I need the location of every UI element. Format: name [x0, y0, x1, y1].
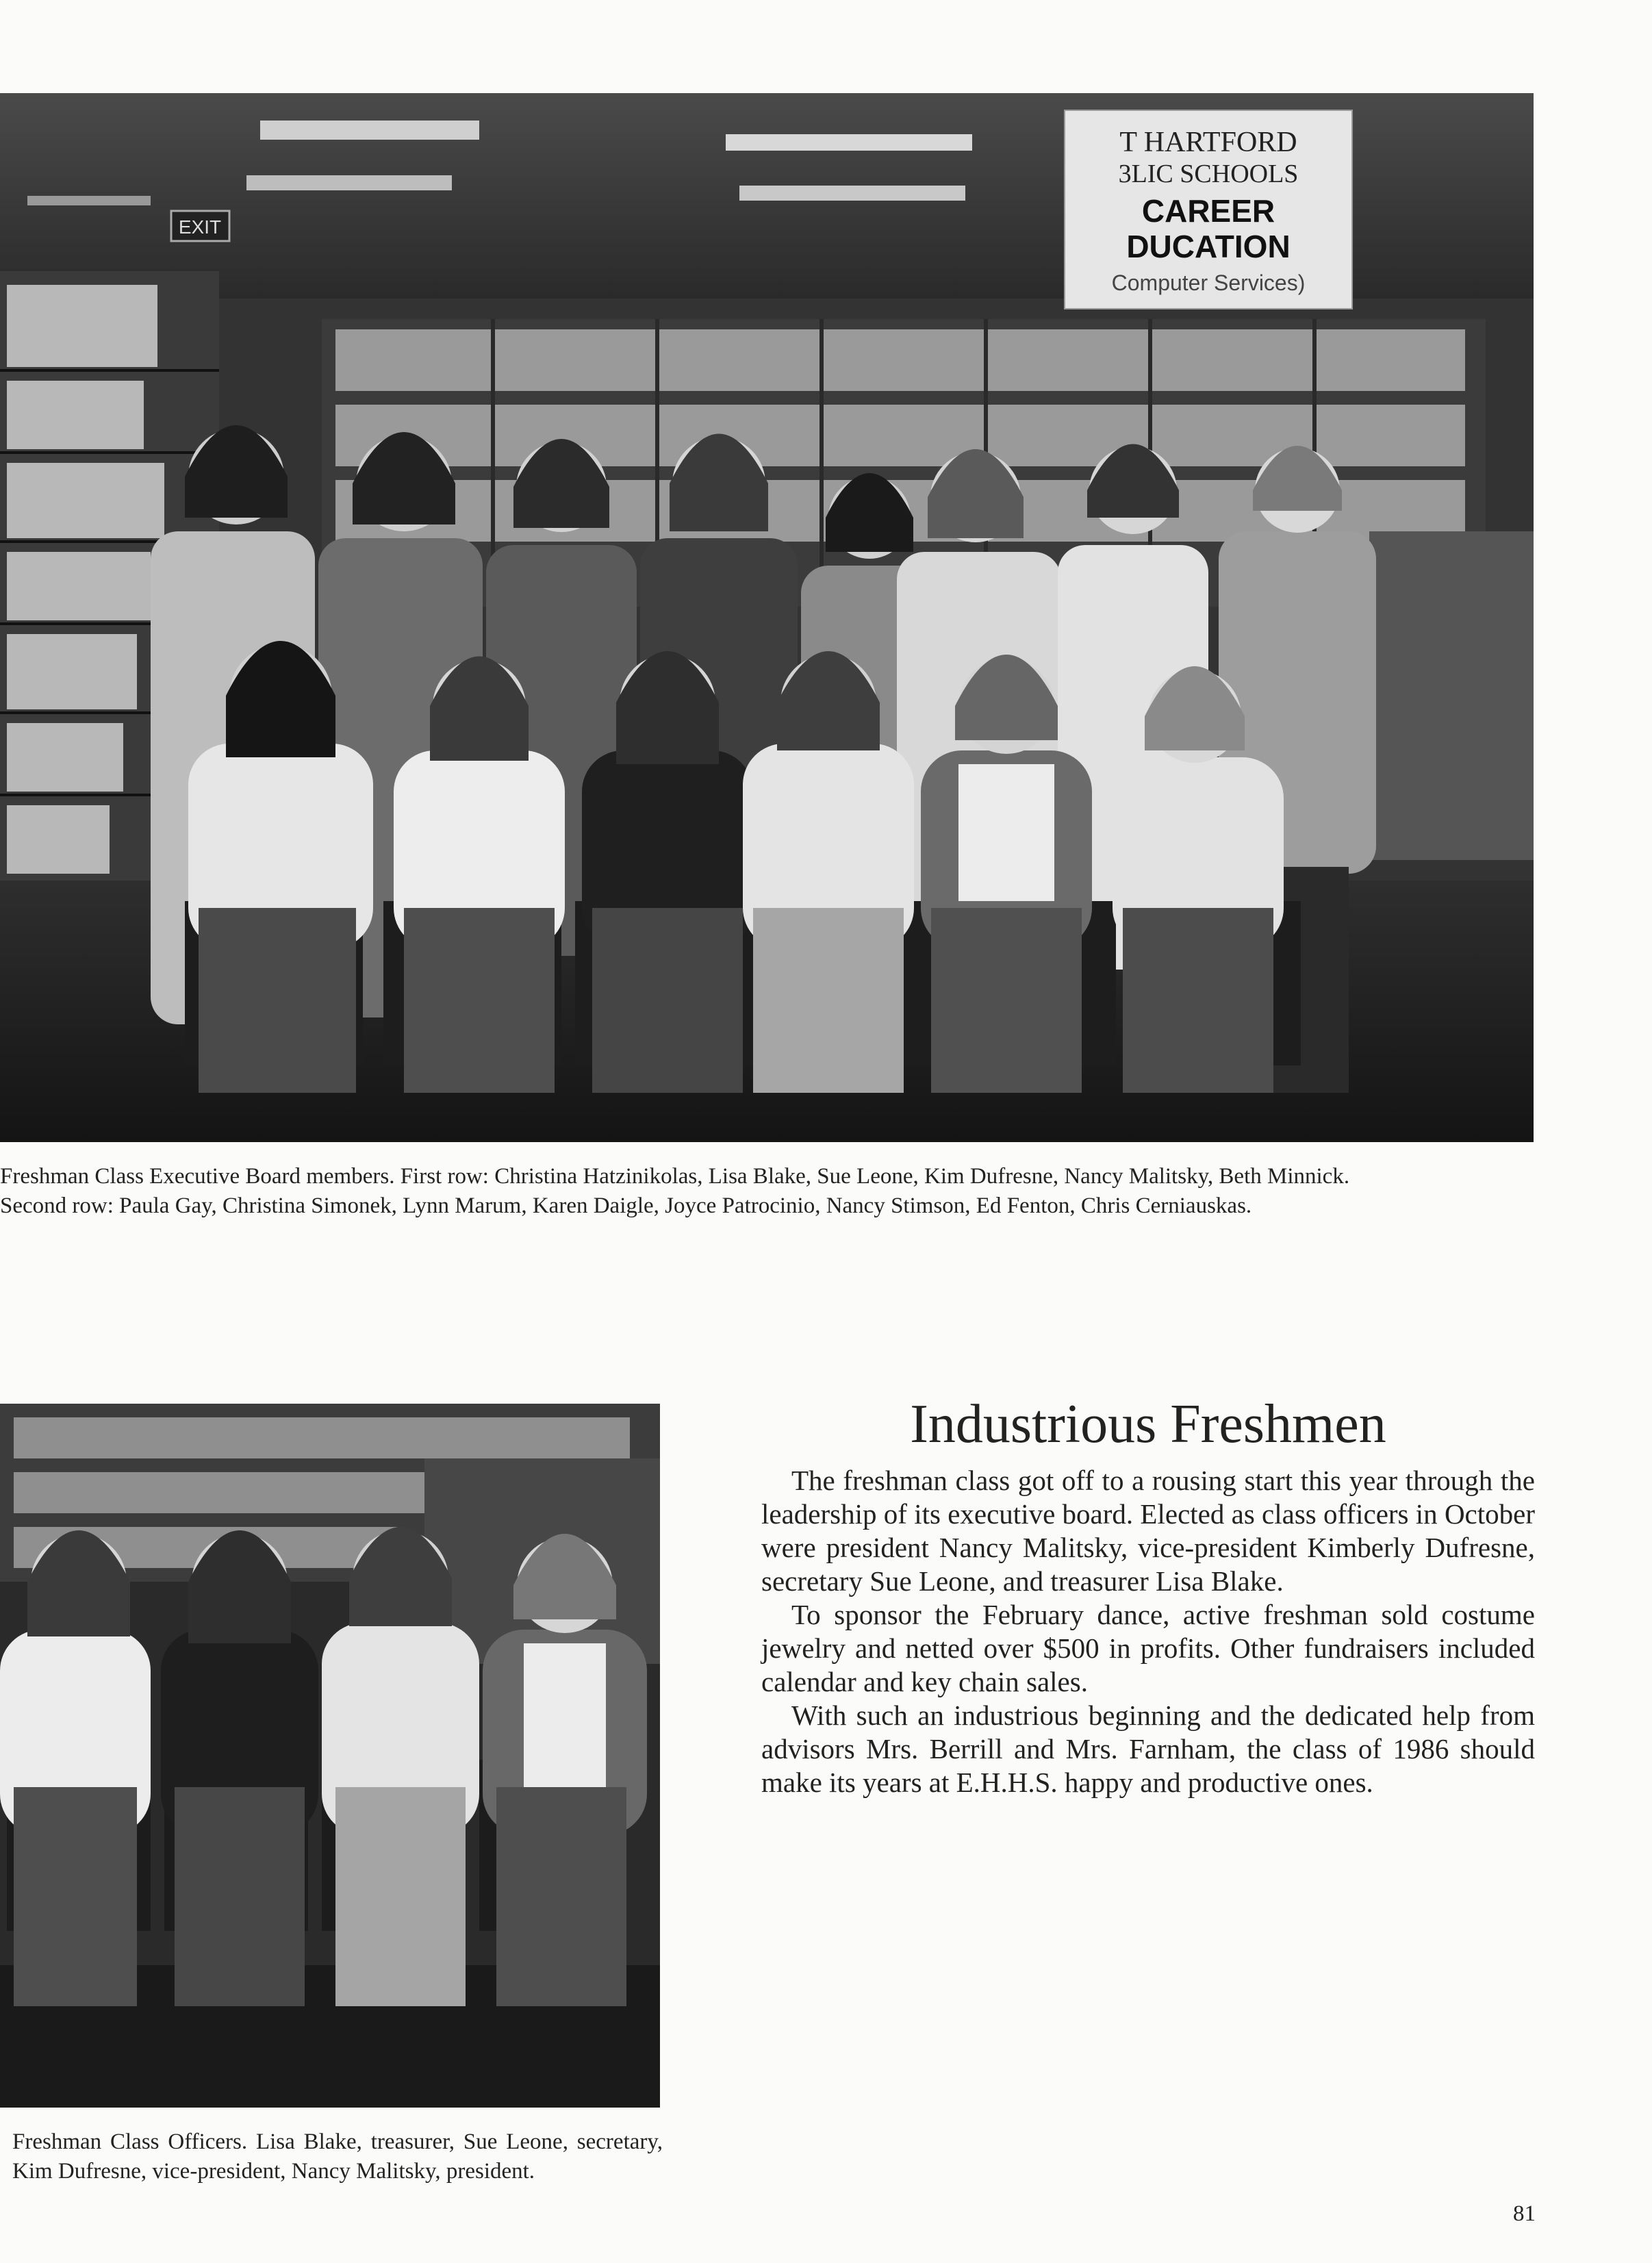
page-number: 81 [1513, 2201, 1536, 2226]
article-paragraph: With such an industrious beginning and the dedicated help from advisors Mrs. Berrill and Mrs. Farnham, the class of 1986 should make its years at E.H.H.S. happy and productive ones. [761, 1699, 1535, 1798]
career-education-sign [1065, 110, 1352, 309]
exit-sign-text: EXIT [178, 216, 222, 238]
sign-line-4: DUCATION [1126, 229, 1291, 264]
caption-line-second-row: Second row: Paula Gay, Christina Simonek, Lynn Marum, Karen Daigle, Joyce Patrocinio, Nancy Stimson, Ed Fenton, Chris Cerniauskas. [0, 1193, 1252, 1218]
article-paragraph: The freshman class got off to a rousing start this year through the leadership of its executive board. Elected as class officers in October were president Nancy Malitsky, vice-president Kimberly Dufresne, secretary Sue Leone, and treasurer Lisa Blake. [761, 1465, 1535, 1597]
officers-photo-image [0, 1404, 660, 2108]
article-paragraph: To sponsor the February dance, active freshman sold costume jewelry and netted over $500 in profits. Other fundraisers included calendar and key chain sales. [761, 1599, 1535, 1697]
article-body [761, 1464, 1535, 1799]
group-photo-executive-board [0, 93, 1534, 1142]
sign-line-5: Computer Services) [1111, 270, 1306, 295]
caption-line-first-row: Freshman Class Executive Board members. First row: Christina Hatzinikolas, Lisa Blake, Sue Leone, Kim Dufresne, Nancy Malitsky, Beth Minnick. [0, 1164, 1350, 1189]
officers-photo [0, 1404, 660, 2108]
article-headline: Industrious Freshmen [910, 1394, 1386, 1454]
group-photo-caption [0, 1162, 1534, 1221]
officers-photo-caption: Freshman Class Officers. Lisa Blake, treasurer, Sue Leone, secretary, Kim Dufresne, vice-president, Nancy Malitsky, president. [12, 2129, 663, 2184]
sign-line-1: T HARTFORD [1119, 127, 1297, 158]
sign-line-3: CAREER [1141, 193, 1275, 229]
sign-line-2: 3LIC SCHOOLS [1118, 160, 1299, 188]
group-photo-image [0, 93, 1534, 1142]
